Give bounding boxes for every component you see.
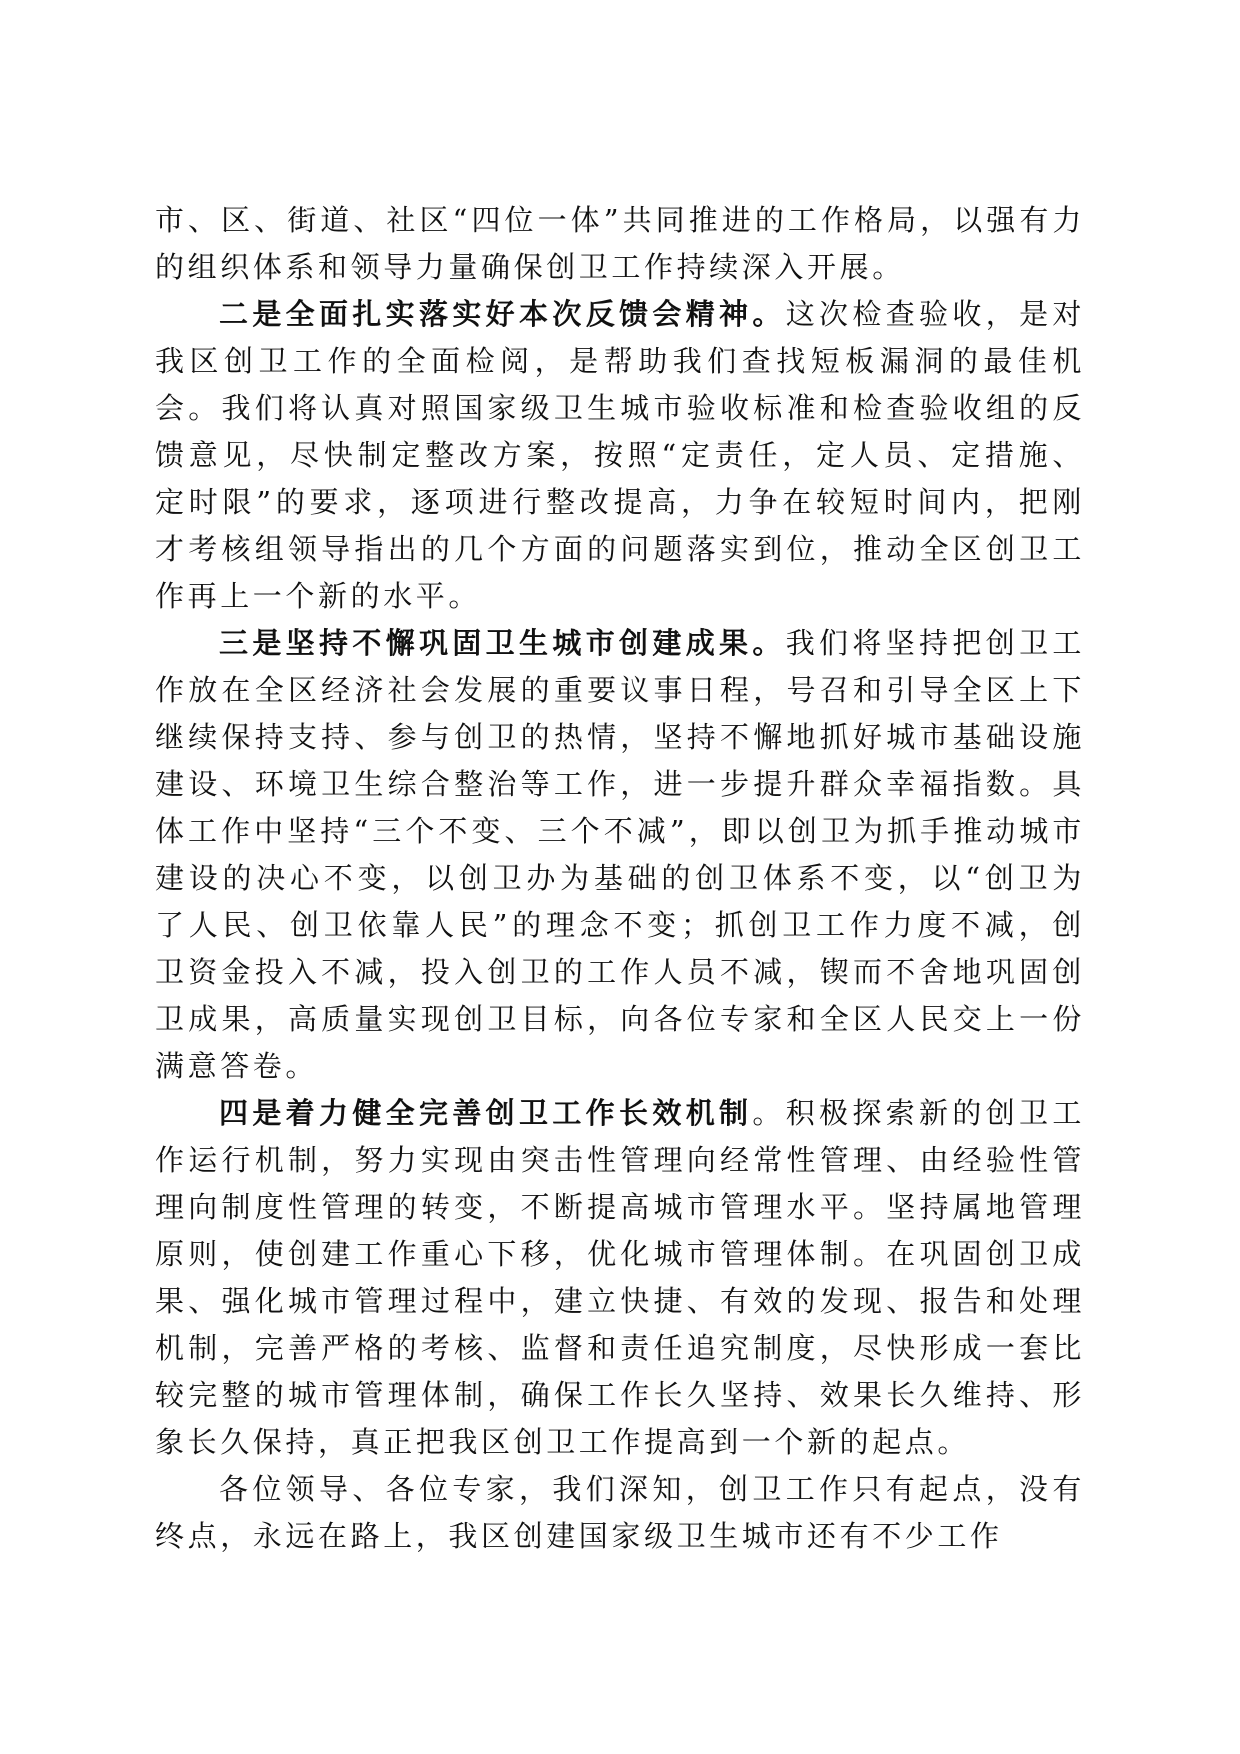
paragraph-text: 各位领导、各位专家，我们深知，创卫工作只有起点，没有终点，永远在路上，我区创建国家级卫生城市还有不少工作 [155,1472,1085,1553]
paragraph-point-three [155,620,1085,1090]
paragraph-text: 市、区、街道、社区“四位一体”共同推进的工作格局，以强有力的组织体系和领导力量确保创卫工作持续深入开展。 [155,203,1085,284]
paragraph-lead-heading: 三是坚持不懈巩固卫生城市创建成果。 [219,626,786,660]
paragraph-text: 。积极探索新的创卫工作运行机制，努力实现由突击性管理向经常性管理、由经验性管理向制度性管理的转变，不断提高城市管理水平。坚持属地管理原则，使创建工作重心下移，优化城市管理体制。在巩固创卫成果、强化城市管理过程中，建立快捷、有效的发现、报告和处理机制，完善严格的考核、监督和责任追究制度，尽快形成一套比较完整的城市管理体制，确保工作长久坚持、效果长久维持、形象长久保持，真正把我区创卫工作提高到一个新的起点。 [155,1096,1085,1459]
document-page [155,197,1085,1560]
paragraph-point-two [155,291,1085,620]
paragraph-lead-heading: 二是全面扎实落实好本次反馈会精神。 [219,297,786,331]
paragraph-continuation [155,197,1085,291]
paragraph-lead-heading: 四是着力健全完善创卫工作长效机制 [219,1096,753,1130]
paragraph-closing [155,1466,1085,1560]
paragraph-text: 这次检查验收，是对我区创卫工作的全面检阅，是帮助我们查找短板漏洞的最佳机会。我们将认真对照国家级卫生城市验收标准和检查验收组的反馈意见，尽快制定整改方案，按照“定责任，定人员、定措施、定时限”的要求，逐项进行整改提高，力争在较短时间内，把刚才考核组领导指出的几个方面的问题落实到位，推动全区创卫工作再上一个新的水平。 [155,297,1086,613]
paragraph-text: 我们将坚持把创卫工作放在全区经济社会发展的重要议事日程，号召和引导全区上下继续保持支持、参与创卫的热情，坚持不懈地抓好城市基础设施建设、环境卫生综合整治等工作，进一步提升群众幸福指数。具体工作中坚持“三个不变、三个不减”，即以创卫为抓手推动城市建设的决心不变，以创卫办为基础的创卫体系不变，以“创卫为了人民、创卫依靠人民”的理念不变；抓创卫工作力度不减，创卫资金投入不减，投入创卫的工作人员不减，锲而不舍地巩固创卫成果，高质量实现创卫目标，向各位专家和全区人民交上一份满意答卷。 [155,626,1086,1083]
paragraph-point-four [155,1090,1085,1466]
